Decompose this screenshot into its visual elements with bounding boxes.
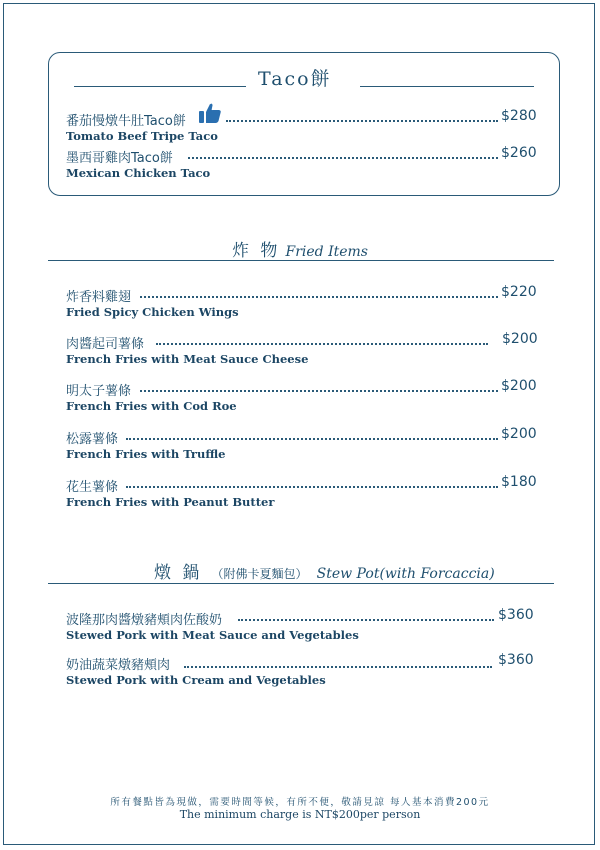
item-name-en: French Fries with Peanut Butter [66, 495, 275, 509]
dot-leader [140, 390, 498, 392]
menu-item-fried-chicken-wings [66, 286, 536, 319]
menu-item-truffle-fries [66, 428, 536, 461]
item-price: $280 [501, 108, 537, 124]
dot-leader [156, 343, 488, 345]
item-name-en: Stewed Pork with Meat Sauce and Vegetables [66, 628, 359, 642]
menu-item-tomato-beef-tripe-taco [66, 110, 536, 143]
item-name-en: French Fries with Cod Roe [66, 399, 237, 413]
item-price: $260 [501, 145, 537, 161]
dot-leader [140, 296, 498, 298]
item-name-zh: 松露薯條 [66, 428, 118, 447]
item-name-zh: 炸香料雞翅 [66, 286, 131, 305]
stew-section-title [154, 558, 495, 583]
fried-section-title [232, 236, 368, 261]
menu-item-peanut-butter-fries [66, 476, 536, 509]
dot-leader [126, 486, 498, 488]
item-price: $360 [498, 607, 534, 623]
menu-item-bolognese-stewed-pork [66, 609, 536, 642]
dot-leader [126, 438, 498, 440]
menu-item-cod-roe-fries [66, 380, 536, 413]
item-name-zh: 墨西哥雞肉Taco餅 [66, 147, 173, 166]
item-name-zh: 奶油蔬菜燉豬頰肉 [66, 654, 170, 673]
taco-title-rule-right [360, 86, 534, 87]
item-name-zh: 肉醬起司薯條 [66, 333, 144, 352]
item-price: $200 [502, 331, 538, 347]
item-name-en: French Fries with Truffle [66, 447, 226, 461]
dot-leader [238, 619, 494, 621]
taco-title-rule-left [74, 86, 246, 87]
item-price: $200 [501, 378, 537, 394]
item-name-en: Tomato Beef Tripe Taco [66, 129, 218, 143]
menu-item-cream-stewed-pork [66, 654, 536, 687]
item-name-zh: 花生薯條 [66, 476, 118, 495]
item-name-zh: 波隆那肉醬燉豬頰肉佐酸奶 [66, 609, 222, 628]
item-price: $180 [501, 474, 537, 490]
stew-section-rule [48, 583, 554, 584]
stew-title-en: Stew Pot(with Forcaccia) [316, 566, 495, 582]
item-price: $220 [501, 284, 537, 300]
thumbs-up-icon [198, 102, 222, 124]
stew-title-paren: （附佛卡夏麵包） [211, 567, 308, 581]
item-price: $360 [498, 652, 534, 668]
item-name-zh: 明太子薯條 [66, 380, 131, 399]
item-name-en: Mexican Chicken Taco [66, 166, 211, 180]
item-name-en: Stewed Pork with Cream and Vegetables [66, 673, 326, 687]
item-name-zh: 番茄慢燉牛肚Taco餅 [66, 110, 186, 129]
footer-note-zh: 所有餐點皆為現做，需要時間等候，有所不便，敬請見諒 每人基本消費200元 [110, 797, 490, 808]
item-name-en: French Fries with Meat Sauce Cheese [66, 352, 309, 366]
taco-section-title: Taco餅 [258, 68, 332, 90]
item-name-en: Fried Spicy Chicken Wings [66, 305, 239, 319]
fried-title-zh: 炸 物 [232, 241, 281, 261]
dot-leader [184, 666, 492, 668]
dot-leader [188, 157, 498, 159]
menu-item-meat-sauce-cheese-fries [66, 333, 536, 366]
footer-note-en: The minimum charge is NT$200per person [179, 808, 421, 821]
stew-title-zh: 燉 鍋 [154, 563, 203, 583]
item-price: $200 [501, 426, 537, 442]
fried-section-rule [48, 260, 554, 261]
fried-title-en: Fried Items [285, 244, 368, 260]
dot-leader [226, 120, 498, 122]
menu-item-mexican-chicken-taco [66, 147, 536, 180]
